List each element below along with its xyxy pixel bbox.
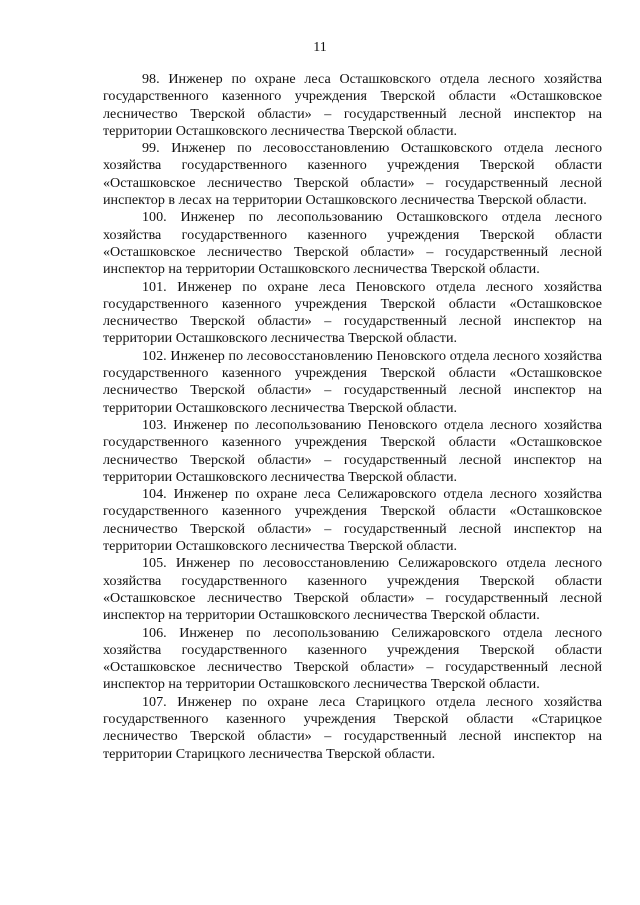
- paragraph-103: 103. Инженер по лесопользованию Пеновского отдела лесного хозяйства государственного казенного учреждения Тверской области «Осташковское лесничество Тверской области» – государственный лесной инспектор на территории Осташковского лесничества Тверской области.: [103, 416, 602, 485]
- paragraph-104: 104. Инженер по охране леса Селижаровского отдела лесного хозяйства государственного казенного учреждения Тверской области «Осташковское лесничество Тверской области» – государственный лесной инспектор на территории Осташковского лесничества Тверской области.: [103, 486, 602, 555]
- paragraph-102: 102. Инженер по лесовосстановлению Пеновского отдела лесного хозяйства государственного казенного учреждения Тверской области «Осташковское лесничество Тверской области» – государственный лесной инспектор на территории Осташковского лесничества Тверской области.: [103, 347, 602, 416]
- paragraph-106: 106. Инженер по лесопользованию Селижаровского отдела лесного хозяйства государственного казенного учреждения Тверской области «Осташковское лесничество Тверской области» – государственный лесной инспектор на территории Осташковского лесничества Тверской области.: [103, 624, 602, 693]
- paragraph-105: 105. Инженер по лесовосстановлению Селижаровского отдела лесного хозяйства государственного казенного учреждения Тверской области «Осташковское лесничество Тверской области» – государственный лесной инспектор на территории Осташковского лесничества Тверской области.: [103, 555, 602, 624]
- paragraph-107: 107. Инженер по охране леса Старицкого отдела лесного хозяйства государственного казенного учреждения Тверской области «Старицкое лесничество Тверской области» – государственный лесной инспектор на территории Старицкого лесничества Тверской области.: [103, 693, 602, 762]
- document-body: [103, 71, 602, 763]
- paragraph-98: 98. Инженер по охране леса Осташковского отдела лесного хозяйства государственного казенного учреждения Тверской области «Осташковское лесничество Тверской области» – государственный лесной инспектор на территории Осташковского лесничества Тверской области.: [103, 71, 602, 139]
- paragraph-101: 101. Инженер по охране леса Пеновского отдела лесного хозяйства государственного казенного учреждения Тверской области «Осташковское лесничество Тверской области» – государственный лесной инспектор на территории Осташковского лесничества Тверской области.: [103, 278, 602, 347]
- paragraph-100: 100. Инженер по лесопользованию Осташковского отдела лесного хозяйства государственного казенного учреждения Тверской области «Осташковское лесничество Тверской области» – государственный лесной инспектор на территории Осташковского лесничества Тверской области.: [103, 209, 602, 278]
- page-number: 11: [313, 40, 327, 55]
- paragraph-99: 99. Инженер по лесовосстановлению Осташковского отдела лесного хозяйства государственного казенного учреждения Тверской области «Осташковское лесничество Тверской области» – государственный лесной инспектор в лесах на территории Осташковского лесничества Тверской области.: [103, 140, 602, 209]
